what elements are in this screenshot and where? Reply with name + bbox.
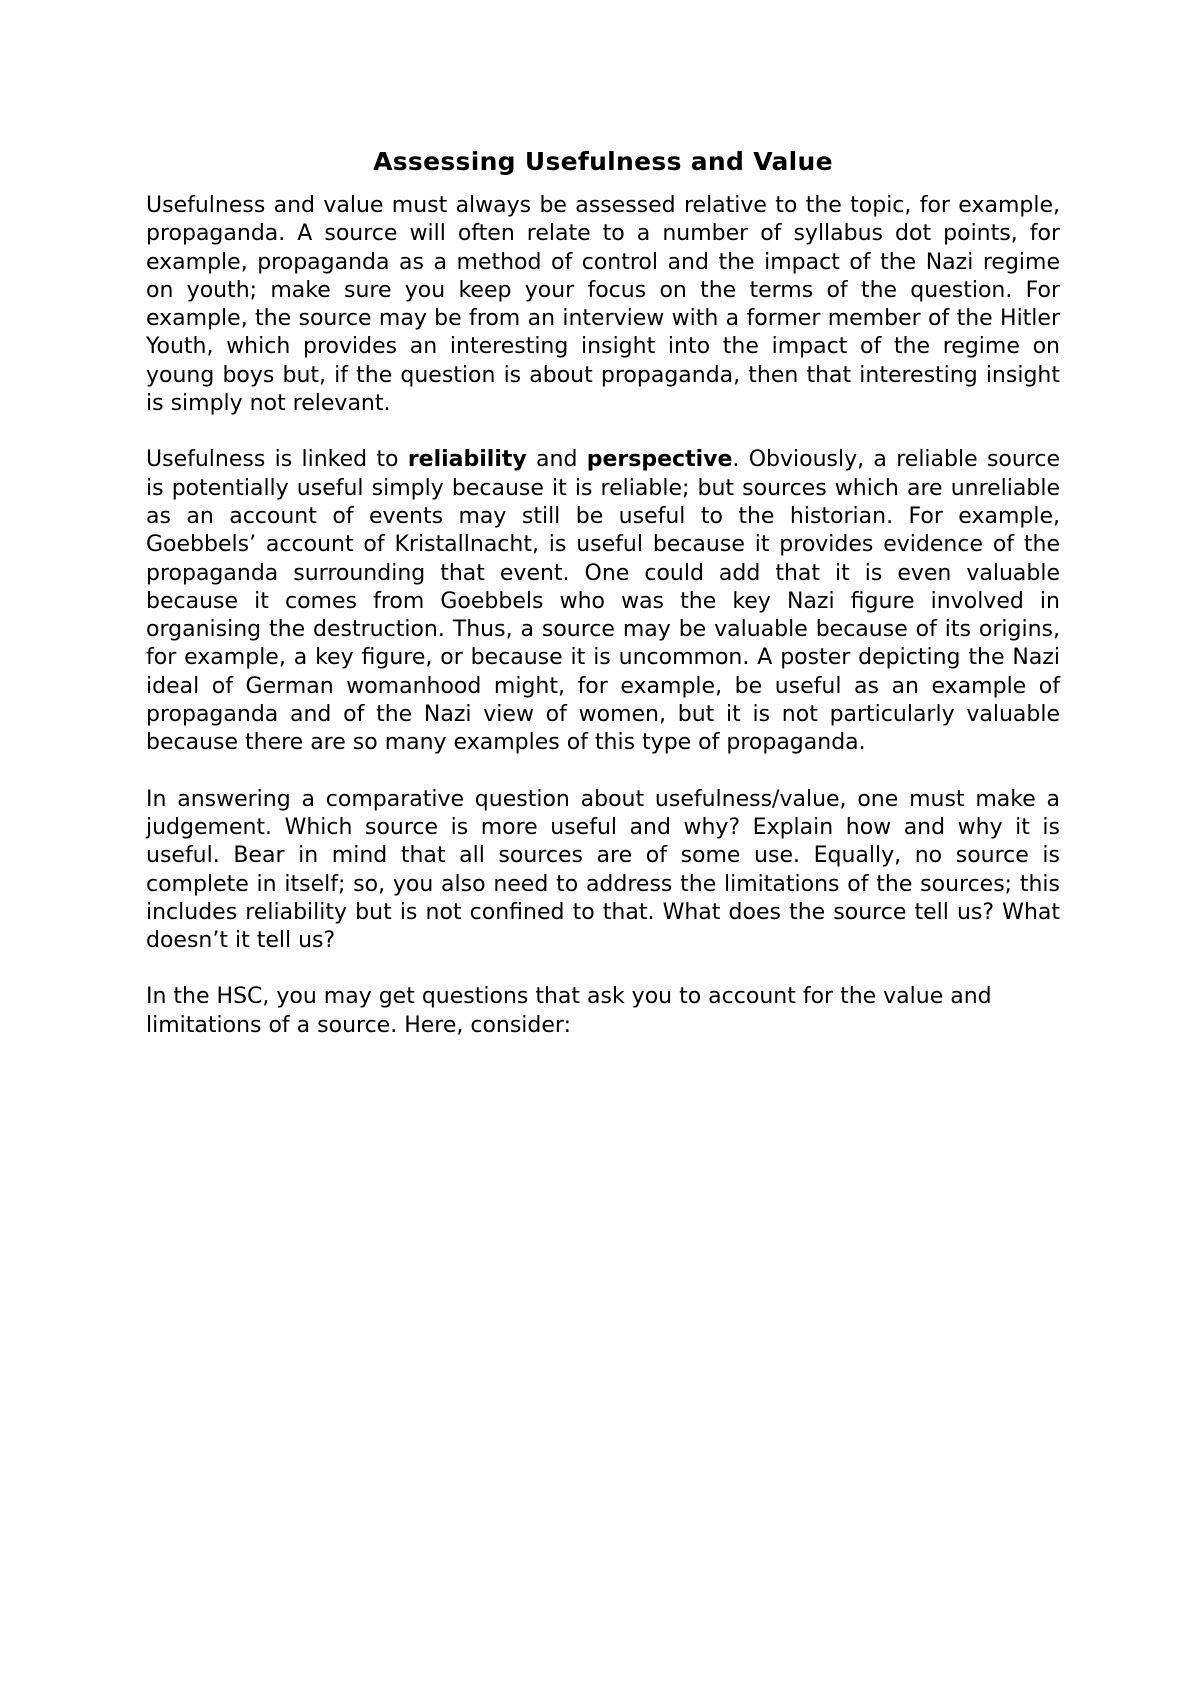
paragraph-topic-relevance: Usefulness and value must always be assessed relative to the topic, for example, propaganda. A source will often relate to a number of syllabus dot points, for example, propaganda as a method of control and the impact of the Nazi regime on youth; make sure you keep your focus on the terms of the question. For example, the source may be from an interview with a former member of the Hitler Youth, which provides an interesting insight into the impact of the regime on young boys but, if the question is about propaganda, then that interesting insight is simply not relevant. xyxy=(146,193,1060,417)
paragraph-reliability-perspective xyxy=(146,446,1060,757)
paragraph-2-intro: Usefulness is linked to xyxy=(146,447,408,473)
paragraph-comparative-question: In answering a comparative question about usefulness/value, one must make a judgement. Which source is more useful and why? Explain how and why it is useful. Bear in mind that all sources are of some use. Equally, no source is complete in itself; so, you also need to address the limitations of the sources; this includes reliability but is not confined to that. What does the source tell us? What doesn’t it tell us? xyxy=(146,786,1060,954)
document-page xyxy=(146,146,1060,1068)
paragraph-hsc-questions: In the HSC, you may get questions that ask you to account for the value and limitations of a source. Here, consider: xyxy=(146,984,992,1038)
term-reliability: reliability xyxy=(407,447,527,473)
paragraph-2-rest: . Obviously, a reliable source is potentially useful simply because it is reliable; but sources which are unreliable as an account of events may still be useful to the historian. For example, Goebbels’ account of Kristallnacht, is useful because it provides evidence of the propaganda surrounding that event. One could add that it is even valuable because it comes from Goebbels who was the key Nazi figure involved in organising the destruction. Thus, a source may be valuable because of its origins, for example, a key figure, or because it is uncommon. A poster depicting the Nazi ideal of German womanhood might, for example, be useful as an example of propaganda and of the Nazi view of women, but it is not particularly valuable because there are so many examples of this type of propaganda. xyxy=(146,447,1060,756)
term-perspective: perspective xyxy=(586,447,733,473)
document-title: Assessing Usefulness and Value xyxy=(373,147,833,176)
paragraph-2-connector: and xyxy=(526,447,587,473)
